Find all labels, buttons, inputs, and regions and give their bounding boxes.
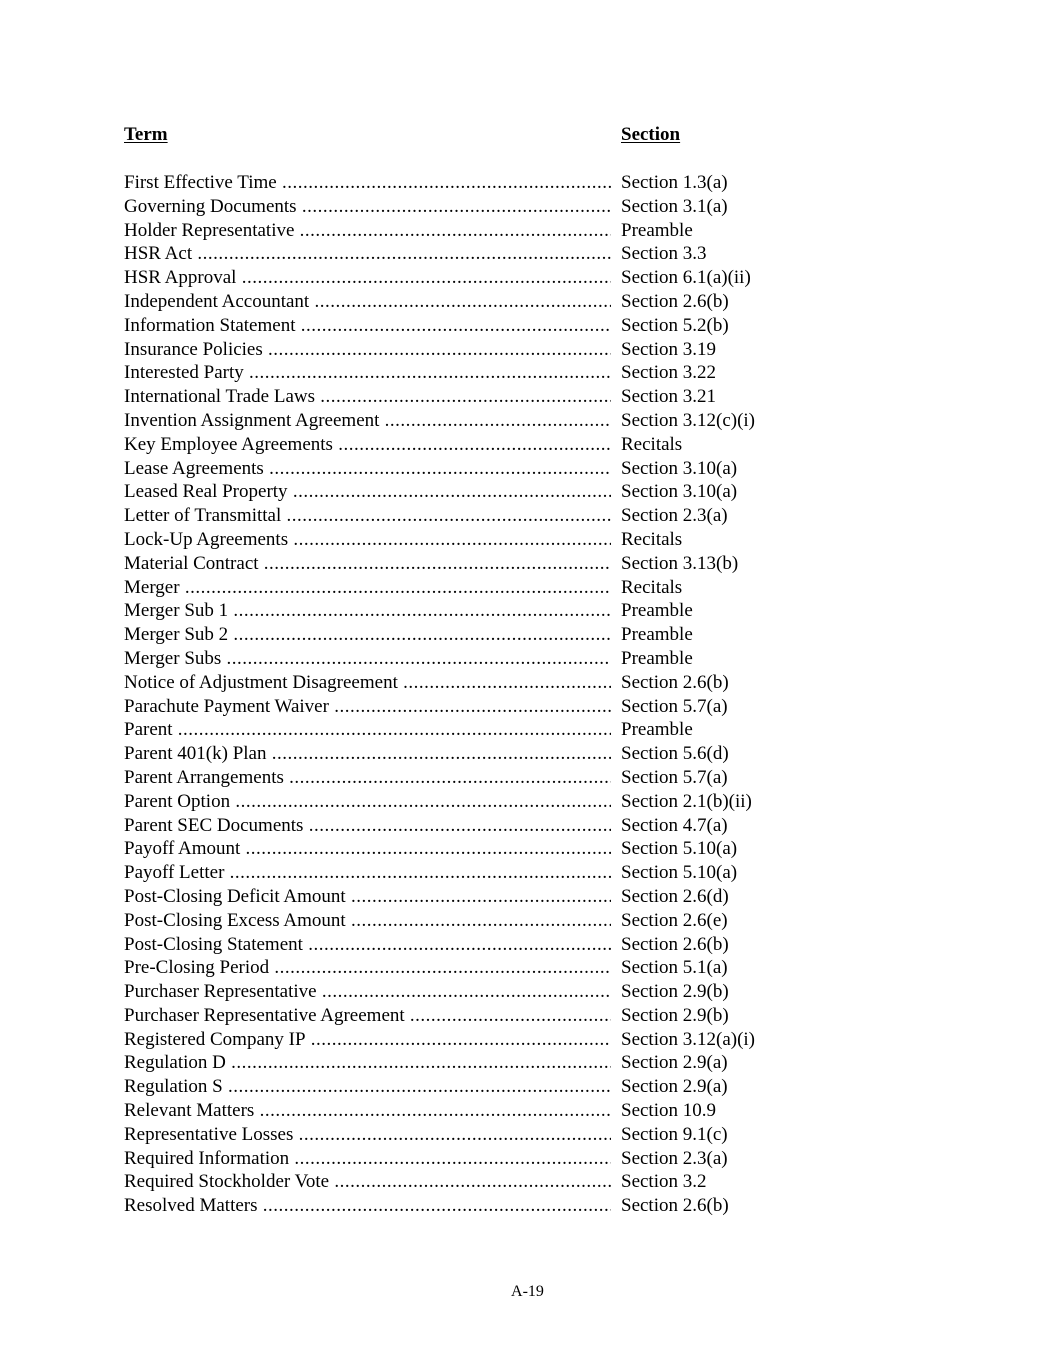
- index-term: Parachute Payment Waiver .....: [124, 695, 611, 719]
- index-entry: [124, 409, 824, 433]
- index-section-reference: Section 2.1(b)(ii): [621, 790, 752, 812]
- index-entry: [124, 814, 824, 838]
- index-entry: [124, 266, 824, 290]
- index-term: HSR Approval .....: [124, 266, 611, 290]
- index-section-reference: Section 2.9(b): [621, 1004, 729, 1026]
- index-section-reference: Section 5.6(d): [621, 743, 729, 765]
- index-entry: [124, 933, 824, 957]
- index-section-reference: Section 3.12(c)(i): [621, 409, 756, 431]
- index-section-reference: Section 6.1(a)(ii): [621, 267, 751, 289]
- index-section-reference: Section 2.6(b): [621, 290, 729, 312]
- index-entry: [124, 338, 824, 362]
- index-section-reference: Section 3.21: [621, 386, 716, 408]
- index-term: Registered Company IP .....: [124, 1028, 611, 1052]
- index-term: Post-Closing Excess Amount .....: [124, 909, 611, 933]
- index-term: First Effective Time .....: [124, 171, 611, 195]
- index-entry: [124, 171, 824, 195]
- index-section-reference: Section 3.19: [621, 338, 716, 360]
- index-entry: [124, 885, 824, 909]
- index-entry: [124, 219, 824, 243]
- index-entry: [124, 195, 824, 219]
- index-section-reference: Preamble: [621, 719, 693, 741]
- index-term: Interested Party .....: [124, 361, 611, 385]
- index-section-reference: Section 3.1(a): [621, 195, 728, 217]
- index-entry: [124, 457, 824, 481]
- index-term: Regulation D .....: [124, 1051, 611, 1075]
- index-section-reference: Section 5.7(a): [621, 695, 728, 717]
- index-term: International Trade Laws .....: [124, 385, 611, 409]
- index-term: Regulation S .....: [124, 1075, 611, 1099]
- index-entry: [124, 433, 824, 457]
- index-term: Payoff Amount .....: [124, 837, 611, 861]
- index-term: Leased Real Property .....: [124, 480, 611, 504]
- index-entry: [124, 1123, 824, 1147]
- index-section-reference: Preamble: [621, 647, 693, 669]
- index-entry: [124, 242, 824, 266]
- index-entry: [124, 742, 824, 766]
- section-column-header: Section: [621, 124, 681, 145]
- index-section-reference: Section 3.10(a): [621, 457, 738, 479]
- index-term: Holder Representative .....: [124, 219, 611, 243]
- index-term: Key Employee Agreements .....: [124, 433, 611, 457]
- index-section-reference: Section 2.9(a): [621, 1076, 728, 1098]
- index-entry: [124, 909, 824, 933]
- index-term: Required Information .....: [124, 1147, 611, 1171]
- index-entry: [124, 790, 824, 814]
- index-entry: [124, 1028, 824, 1052]
- index-section-reference: Section 10.9: [621, 1100, 716, 1122]
- index-entry: [124, 956, 824, 980]
- index-section-reference: Section 3.22: [621, 362, 716, 384]
- index-term: Relevant Matters .....: [124, 1099, 611, 1123]
- index-section-reference: Section 2.6(d): [621, 885, 729, 907]
- index-term: Payoff Letter .....: [124, 861, 611, 885]
- page-number: A-19: [511, 1283, 544, 1300]
- index-entry: [124, 623, 824, 647]
- index-section-reference: Section 3.12(a)(i): [621, 1028, 756, 1050]
- index-entry: [124, 1147, 824, 1171]
- index-entry: [124, 1075, 824, 1099]
- index-section-reference: Section 2.3(a): [621, 1147, 728, 1169]
- index-entry: [124, 480, 824, 504]
- index-entry: [124, 1004, 824, 1028]
- index-section-reference: Section 2.3(a): [621, 505, 728, 527]
- index-section-reference: Preamble: [621, 219, 693, 241]
- index-section-reference: Section 1.3(a): [621, 172, 728, 193]
- index-term: Governing Documents .....: [124, 195, 611, 219]
- index-section-reference: Section 2.9(b): [621, 981, 729, 1003]
- index-entry: [124, 528, 824, 552]
- index-term: Purchaser Representative .....: [124, 980, 611, 1004]
- index-entry: [124, 361, 824, 385]
- index-section-reference: Recitals: [621, 433, 683, 455]
- index-term: HSR Act .....: [124, 242, 611, 266]
- index-section-reference: Preamble: [621, 600, 693, 622]
- index-entry: [124, 314, 824, 338]
- index-section-reference: Section 2.6(e): [621, 909, 728, 931]
- index-entry: [124, 1170, 824, 1194]
- index-section-reference: Section 3.13(b): [621, 552, 739, 574]
- index-section-reference: Section 9.1(c): [621, 1123, 728, 1145]
- index-section-reference: Recitals: [621, 576, 683, 598]
- index-section-reference: Section 5.7(a): [621, 766, 728, 788]
- index-section-reference: Section 4.7(a): [621, 814, 728, 836]
- index-entry: [124, 504, 824, 528]
- index-term: Letter of Transmittal .....: [124, 504, 611, 528]
- index-term: Pre-Closing Period .....: [124, 956, 611, 980]
- index-term: Resolved Matters .....: [124, 1194, 611, 1218]
- index-section-reference: Section 3.2: [621, 1171, 707, 1193]
- index-entry: [124, 671, 824, 695]
- index-entry: [124, 718, 824, 742]
- index-term: Merger .....: [124, 576, 611, 600]
- index-term: Lease Agreements .....: [124, 457, 611, 481]
- index-term: Merger Subs .....: [124, 647, 611, 671]
- index-entry: [124, 599, 824, 623]
- index-section-reference: Section 5.10(a): [621, 862, 738, 884]
- index-section-reference: Section 5.10(a): [621, 838, 738, 860]
- index-term: Invention Assignment Agreement .....: [124, 409, 611, 433]
- index-term: Required Stockholder Vote .....: [124, 1170, 611, 1194]
- index-term: Parent Option .....: [124, 790, 611, 814]
- index-entry: [124, 1099, 824, 1123]
- index-entry: [124, 766, 824, 790]
- index-entry: [124, 695, 824, 719]
- index-entry: [124, 647, 824, 671]
- index-entry: [124, 290, 824, 314]
- index-term: Information Statement .....: [124, 314, 611, 338]
- index-term: Merger Sub 2 .....: [124, 623, 611, 647]
- definitions-index-list: [124, 171, 824, 1218]
- index-term: Material Contract .....: [124, 552, 611, 576]
- index-section-reference: Preamble: [621, 624, 693, 646]
- index-term: Post-Closing Statement .....: [124, 933, 611, 957]
- index-term: Parent 401(k) Plan .....: [124, 742, 611, 766]
- index-section-reference: Section 5.2(b): [621, 314, 729, 336]
- index-term: Parent SEC Documents .....: [124, 814, 611, 838]
- index-section-reference: Section 5.1(a): [621, 957, 728, 979]
- index-term: Representative Losses .....: [124, 1123, 611, 1147]
- index-section-reference: Section 2.6(b): [621, 671, 729, 693]
- index-term: Notice of Adjustment Disagreement .....: [124, 671, 611, 695]
- index-term: Merger Sub 1 .....: [124, 599, 611, 623]
- index-entry: [124, 1051, 824, 1075]
- index-section-reference: Section 2.6(b): [621, 1195, 729, 1217]
- index-section-reference: Recitals: [621, 528, 683, 550]
- index-term: Purchaser Representative Agreement .....: [124, 1004, 611, 1028]
- index-entry: [124, 837, 824, 861]
- index-term: Post-Closing Deficit Amount .....: [124, 885, 611, 909]
- index-section-reference: Section 2.9(a): [621, 1052, 728, 1074]
- table-header: [124, 124, 824, 150]
- index-section-reference: Section 3.3: [621, 243, 707, 265]
- index-entry: [124, 1194, 824, 1218]
- term-column-header: Term: [124, 124, 168, 145]
- index-term: Insurance Policies .....: [124, 338, 611, 362]
- index-entry: [124, 552, 824, 576]
- index-section-reference: Section 3.10(a): [621, 481, 738, 503]
- index-entry: [124, 861, 824, 885]
- index-entry: [124, 980, 824, 1004]
- index-term: Parent .....: [124, 718, 611, 742]
- index-entry: [124, 385, 824, 409]
- index-term: Parent Arrangements .....: [124, 766, 611, 790]
- index-section-reference: Section 2.6(b): [621, 933, 729, 955]
- index-entry: [124, 576, 824, 600]
- index-term: Lock-Up Agreements .....: [124, 528, 611, 552]
- index-term: Independent Accountant .....: [124, 290, 611, 314]
